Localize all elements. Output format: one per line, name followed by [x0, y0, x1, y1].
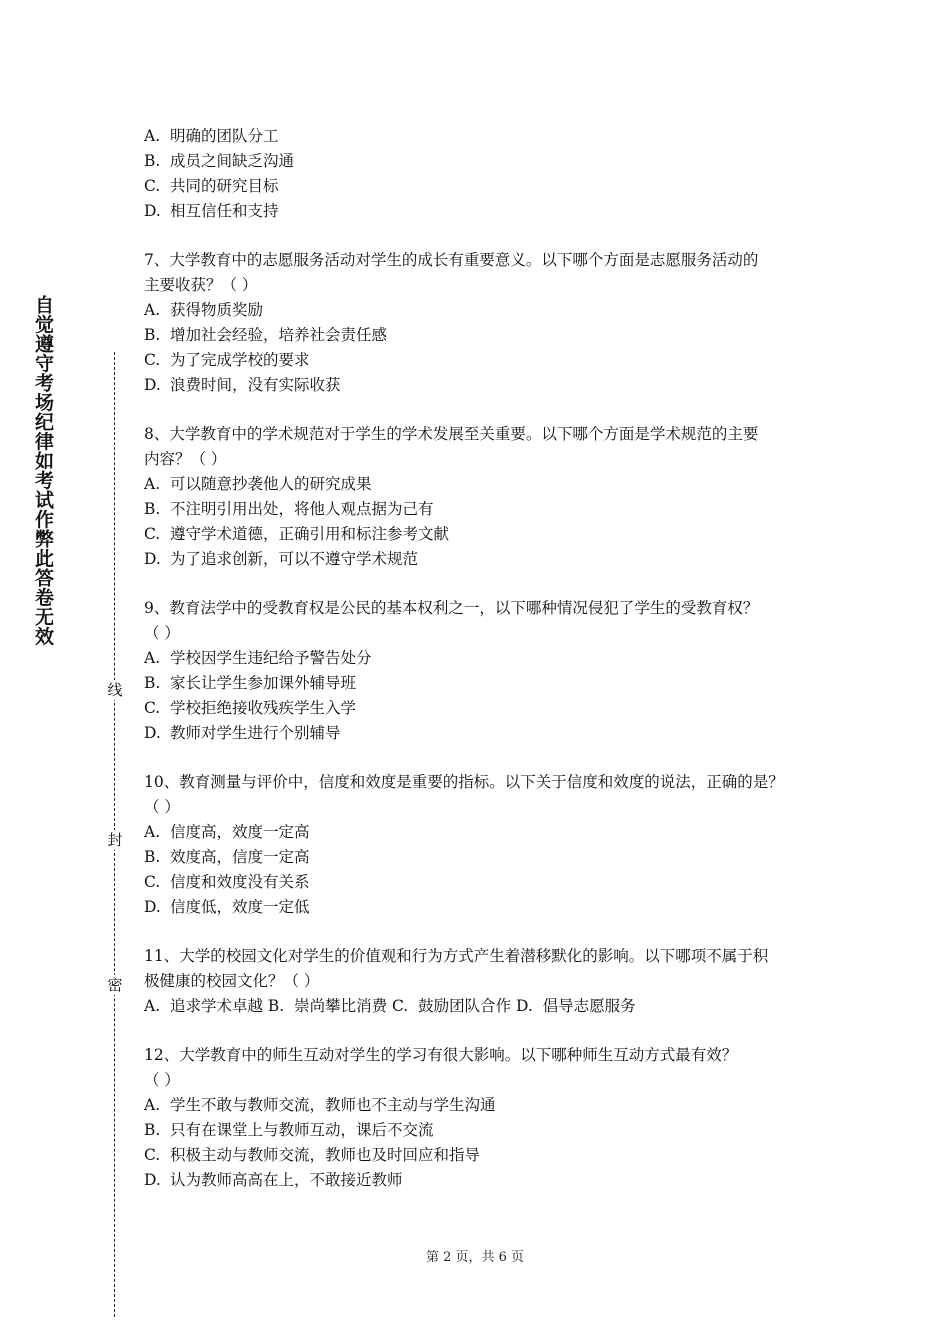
option-letter: A. — [144, 823, 161, 841]
option-text: 遵守学术道德，正确引用和标注参考文献 — [170, 525, 450, 543]
option-item — [144, 298, 824, 323]
option-letter: A. — [144, 301, 161, 319]
option-letter: B. — [144, 152, 161, 170]
option-item — [144, 497, 824, 522]
option-letter: C. — [144, 873, 161, 891]
option-text: 为了完成学校的要求 — [170, 351, 310, 369]
option-item — [144, 323, 824, 348]
option-text: 学校拒绝接收残疾学生入学 — [170, 699, 357, 717]
option-item — [144, 149, 824, 174]
question-10 — [144, 770, 824, 920]
option-item — [144, 721, 824, 746]
option-item — [144, 348, 824, 373]
question-stem-line: 7、大学教育中的志愿服务活动对学生的成长有重要意义。以下哪个方面是志愿服务活动的 — [144, 251, 759, 269]
option-letter: B. — [144, 1121, 161, 1139]
option-item — [144, 1118, 824, 1143]
question-8 — [144, 422, 824, 572]
option-letter: D. — [144, 550, 161, 568]
option-item — [144, 1168, 824, 1193]
option-text: 信度和效度没有关系 — [170, 873, 310, 891]
option-text: 积极主动与教师交流，教师也及时回应和指导 — [170, 1146, 481, 1164]
option-letter: B. — [144, 848, 161, 866]
binding-mark-line: 线 — [105, 680, 125, 700]
option-letter: A. — [144, 127, 161, 145]
option-letter: D. — [144, 724, 161, 742]
question-11 — [144, 944, 824, 1019]
option-item — [144, 1143, 824, 1168]
question-list — [144, 124, 824, 1193]
option-item — [144, 696, 824, 721]
option-item — [144, 373, 824, 398]
question-stem-line: （ ） — [144, 798, 180, 816]
option-text: 增加社会经验，培养社会责任感 — [170, 326, 388, 344]
option-item — [144, 1093, 824, 1118]
option-item — [144, 870, 824, 895]
option-letter: D. — [144, 898, 161, 916]
option-item — [144, 646, 824, 671]
option-letter: C. — [144, 525, 161, 543]
option-item — [144, 124, 824, 149]
option-item — [144, 547, 824, 572]
option-letter: A. — [144, 1096, 161, 1114]
exam-discipline-warning: 自觉遵守考场纪律如考试作弊此答卷无效 — [32, 295, 54, 646]
option-text: 家长让学生参加课外辅导班 — [170, 674, 357, 692]
option-letter: C. — [144, 699, 161, 717]
inline-options: A. 追求学术卓越 B. 崇尚攀比消费 C. 鼓励团队合作 D. 倡导志愿服务 — [144, 997, 636, 1015]
option-text: 共同的研究目标 — [170, 177, 279, 195]
option-item — [144, 472, 824, 497]
option-text: 只有在课堂上与教师互动，课后不交流 — [170, 1121, 434, 1139]
option-text: 明确的团队分工 — [170, 127, 279, 145]
option-item — [144, 845, 824, 870]
option-text: 相互信任和支持 — [170, 202, 279, 220]
option-letter: B. — [144, 674, 161, 692]
option-letter: D. — [144, 1171, 161, 1189]
question-7 — [144, 248, 824, 398]
page-footer: 第 2 页，共 6 页 — [425, 1250, 525, 1265]
question-stem-line: 主要收获？（ ） — [144, 276, 258, 294]
option-text: 认为教师高高在上，不敢接近教师 — [170, 1171, 403, 1189]
option-text: 浪费时间，没有实际收获 — [170, 376, 341, 394]
binding-mark-secret: 密 — [105, 975, 125, 995]
option-text: 教师对学生进行个别辅导 — [170, 724, 341, 742]
option-text: 学生不敢与教师交流，教师也不主动与学生沟通 — [170, 1096, 496, 1114]
option-text: 效度高，信度一定高 — [170, 848, 310, 866]
question-stem-line: （ ） — [144, 1071, 180, 1089]
question-stem-line: 极健康的校园文化？（ ） — [144, 972, 320, 990]
option-letter: D. — [144, 376, 161, 394]
option-text: 信度高，效度一定高 — [170, 823, 310, 841]
option-text: 学校因学生违纪给予警告处分 — [170, 649, 372, 667]
question-6-options — [144, 124, 824, 224]
option-item — [144, 820, 824, 845]
option-text: 为了追求创新，可以不遵守学术规范 — [170, 550, 419, 568]
option-letter: C. — [144, 1146, 161, 1164]
option-text: 信度低，效度一定低 — [170, 898, 310, 916]
option-text: 不注明引用出处，将他人观点据为己有 — [170, 500, 434, 518]
option-text: 获得物质奖励 — [170, 301, 264, 319]
option-text: 可以随意抄袭他人的研究成果 — [170, 475, 372, 493]
question-stem-line: （ ） — [144, 624, 180, 642]
question-stem-line: 内容？（ ） — [144, 450, 227, 468]
question-stem-line: 9、教育法学中的受教育权是公民的基本权利之一，以下哪种情况侵犯了学生的受教育权？ — [144, 599, 759, 617]
option-letter: D. — [144, 202, 161, 220]
binding-mark-seal: 封 — [105, 830, 125, 850]
option-letter: B. — [144, 326, 161, 344]
question-stem-line: 8、大学教育中的学术规范对于学生的学术发展至关重要。以下哪个方面是学术规范的主要 — [144, 425, 759, 443]
question-9 — [144, 596, 824, 746]
question-stem-line: 11、大学的校园文化对学生的价值观和行为方式产生着潜移默化的影响。以下哪项不属于积 — [144, 947, 769, 965]
option-item — [144, 174, 824, 199]
option-text: 成员之间缺乏沟通 — [170, 152, 295, 170]
option-item — [144, 671, 824, 696]
option-letter: B. — [144, 500, 161, 518]
option-letter: A. — [144, 475, 161, 493]
question-stem-line: 12、大学教育中的师生互动对学生的学习有很大影响。以下哪种师生互动方式最有效？ — [144, 1046, 738, 1064]
question-12 — [144, 1043, 824, 1193]
option-item — [144, 199, 824, 224]
option-letter: C. — [144, 177, 161, 195]
option-letter: C. — [144, 351, 161, 369]
option-letter: A. — [144, 649, 161, 667]
question-stem-line: 10、教育测量与评价中，信度和效度是重要的指标。以下关于信度和效度的说法，正确的是？ — [144, 773, 784, 791]
option-item — [144, 895, 824, 920]
option-item — [144, 522, 824, 547]
